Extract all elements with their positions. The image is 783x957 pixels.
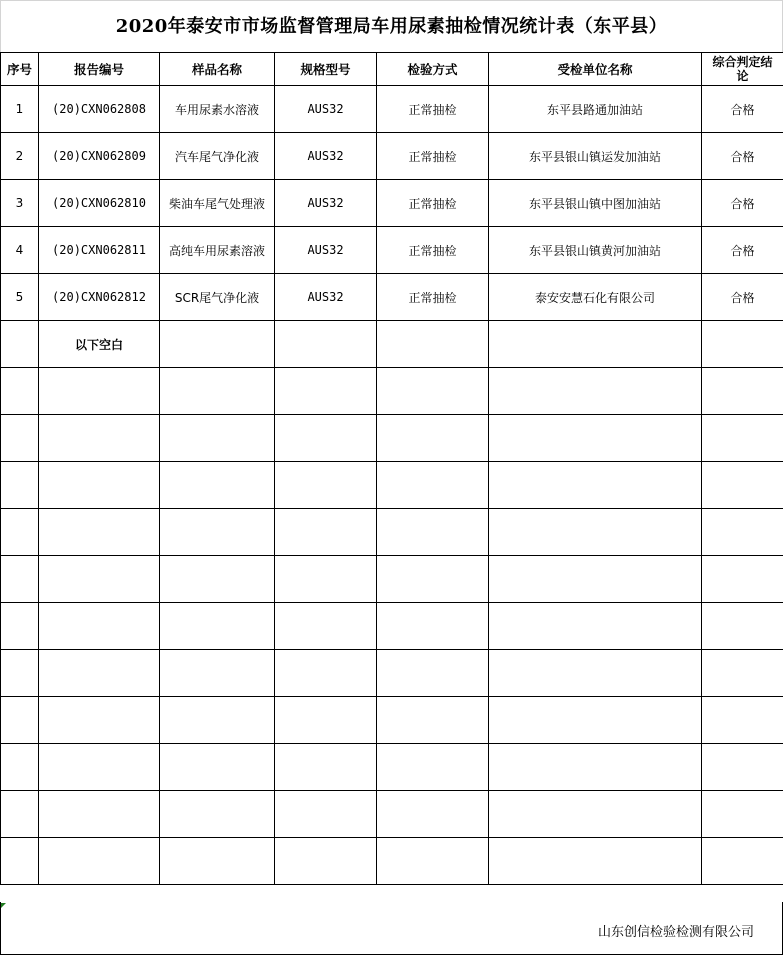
cell-empty <box>39 744 160 791</box>
empty-row <box>1 697 783 744</box>
cell-no: 4 <box>1 227 39 274</box>
cell-empty <box>39 462 160 509</box>
cell-empty <box>1 603 39 650</box>
header-report-id: 报告编号 <box>39 53 160 86</box>
cell-no: 1 <box>1 86 39 133</box>
cell-empty <box>702 603 783 650</box>
cell-empty <box>160 838 275 885</box>
footer-section <box>0 902 783 955</box>
cell-report-id: (20)CXN062809 <box>39 133 160 180</box>
cell-empty <box>275 368 377 415</box>
cell-empty <box>1 556 39 603</box>
blank-note: 以下空白 <box>39 321 160 368</box>
cell-empty <box>275 791 377 838</box>
cell-empty <box>702 415 783 462</box>
cell-no: 3 <box>1 180 39 227</box>
cell-unit: 东平县银山镇黄河加油站 <box>489 227 702 274</box>
cell-empty <box>489 321 702 368</box>
cell-empty <box>377 321 489 368</box>
cell-empty <box>489 791 702 838</box>
cell-report-id: (20)CXN062811 <box>39 227 160 274</box>
empty-row <box>1 462 783 509</box>
cell-empty <box>1 791 39 838</box>
header-spec: 规格型号 <box>275 53 377 86</box>
cell-empty <box>160 556 275 603</box>
cell-empty <box>489 603 702 650</box>
cell-empty <box>39 368 160 415</box>
blank-note-row <box>1 321 783 368</box>
inspection-table <box>0 52 783 885</box>
cell-empty <box>160 603 275 650</box>
empty-row <box>1 415 783 462</box>
cell-comment-indicator-icon <box>1 903 6 908</box>
cell-empty <box>377 462 489 509</box>
cell-empty <box>275 603 377 650</box>
cell-empty <box>702 368 783 415</box>
cell-empty <box>39 838 160 885</box>
cell-empty <box>489 650 702 697</box>
empty-row <box>1 509 783 556</box>
empty-row <box>1 744 783 791</box>
cell-result: 合格 <box>702 227 783 274</box>
cell-empty <box>275 321 377 368</box>
cell-method: 正常抽检 <box>377 133 489 180</box>
cell-unit: 东平县银山镇运发加油站 <box>489 133 702 180</box>
cell-empty <box>1 368 39 415</box>
empty-row <box>1 556 783 603</box>
page-title: 2020年泰安市市场监督管理局车用尿素抽检情况统计表（东平县） <box>115 16 668 37</box>
cell-empty <box>489 838 702 885</box>
table-row <box>1 133 783 180</box>
empty-row <box>1 791 783 838</box>
cell-empty <box>1 462 39 509</box>
cell-sample: 高纯车用尿素溶液 <box>160 227 275 274</box>
cell-empty <box>377 603 489 650</box>
cell-spec: AUS32 <box>275 227 377 274</box>
cell-result: 合格 <box>702 274 783 321</box>
cell-empty <box>1 415 39 462</box>
cell-method: 正常抽检 <box>377 180 489 227</box>
cell-empty <box>377 791 489 838</box>
cell-empty <box>489 509 702 556</box>
cell-empty <box>39 556 160 603</box>
cell-empty <box>160 791 275 838</box>
cell-empty <box>275 462 377 509</box>
header-row <box>1 53 783 86</box>
table-row <box>1 180 783 227</box>
cell-empty <box>377 650 489 697</box>
cell-report-id: (20)CXN062810 <box>39 180 160 227</box>
cell-empty <box>489 556 702 603</box>
cell-result: 合格 <box>702 133 783 180</box>
cell-empty <box>702 697 783 744</box>
cell-empty <box>489 744 702 791</box>
cell-unit: 泰安安慧石化有限公司 <box>489 274 702 321</box>
cell-result: 合格 <box>702 86 783 133</box>
table-row <box>1 227 783 274</box>
cell-empty <box>275 509 377 556</box>
cell-empty <box>377 838 489 885</box>
cell-empty <box>377 509 489 556</box>
cell-empty <box>377 744 489 791</box>
cell-empty <box>275 415 377 462</box>
cell-empty <box>160 462 275 509</box>
empty-row <box>1 650 783 697</box>
cell-empty <box>489 415 702 462</box>
cell-empty <box>275 650 377 697</box>
cell-empty <box>702 838 783 885</box>
cell-empty <box>275 556 377 603</box>
cell-sample: 车用尿素水溶液 <box>160 86 275 133</box>
cell-spec: AUS32 <box>275 274 377 321</box>
cell-method: 正常抽检 <box>377 274 489 321</box>
header-method: 检验方式 <box>377 53 489 86</box>
cell-empty <box>160 321 275 368</box>
empty-row <box>1 368 783 415</box>
cell-empty <box>39 650 160 697</box>
cell-empty <box>39 415 160 462</box>
cell-report-id: (20)CXN062812 <box>39 274 160 321</box>
cell-empty <box>702 791 783 838</box>
cell-unit: 东平县路通加油站 <box>489 86 702 133</box>
cell-spec: AUS32 <box>275 86 377 133</box>
empty-row <box>1 838 783 885</box>
cell-empty <box>489 697 702 744</box>
cell-empty <box>702 462 783 509</box>
table-row <box>1 86 783 133</box>
cell-empty <box>377 415 489 462</box>
cell-empty <box>489 462 702 509</box>
cell-empty <box>377 556 489 603</box>
cell-no: 2 <box>1 133 39 180</box>
cell-empty <box>160 509 275 556</box>
cell-method: 正常抽检 <box>377 227 489 274</box>
cell-empty <box>702 321 783 368</box>
cell-empty <box>275 744 377 791</box>
cell-empty <box>702 650 783 697</box>
cell-empty <box>1 838 39 885</box>
cell-empty <box>39 697 160 744</box>
cell-empty <box>160 368 275 415</box>
cell-empty <box>377 697 489 744</box>
cell-spec: AUS32 <box>275 133 377 180</box>
cell-empty <box>1 509 39 556</box>
cell-empty <box>489 368 702 415</box>
cell-sample: SCR尾气净化液 <box>160 274 275 321</box>
cell-spec: AUS32 <box>275 180 377 227</box>
cell-empty <box>160 744 275 791</box>
cell-sample: 柴油车尾气处理液 <box>160 180 275 227</box>
cell-empty <box>160 650 275 697</box>
cell-method: 正常抽检 <box>377 86 489 133</box>
cell-empty <box>702 744 783 791</box>
cell-report-id: (20)CXN062808 <box>39 86 160 133</box>
cell-empty <box>275 838 377 885</box>
cell-result: 合格 <box>702 180 783 227</box>
cell-empty <box>1 697 39 744</box>
cell-empty <box>1 321 39 368</box>
header-unit: 受检单位名称 <box>489 53 702 86</box>
cell-empty <box>275 697 377 744</box>
cell-empty <box>39 509 160 556</box>
cell-empty <box>702 509 783 556</box>
company-name: 山东创信检验检测有限公司 <box>597 925 754 940</box>
cell-empty <box>702 556 783 603</box>
cell-empty <box>1 744 39 791</box>
cell-empty <box>39 603 160 650</box>
table-row <box>1 274 783 321</box>
cell-empty <box>160 697 275 744</box>
cell-empty <box>39 791 160 838</box>
cell-empty <box>1 650 39 697</box>
cell-sample: 汽车尾气净化液 <box>160 133 275 180</box>
header-result: 综合判定结论 <box>702 53 783 86</box>
header-sample: 样品名称 <box>160 53 275 86</box>
header-no: 序号 <box>1 53 39 86</box>
cell-empty <box>160 415 275 462</box>
cell-no: 5 <box>1 274 39 321</box>
cell-unit: 东平县银山镇中图加油站 <box>489 180 702 227</box>
cell-empty <box>377 368 489 415</box>
empty-row <box>1 603 783 650</box>
